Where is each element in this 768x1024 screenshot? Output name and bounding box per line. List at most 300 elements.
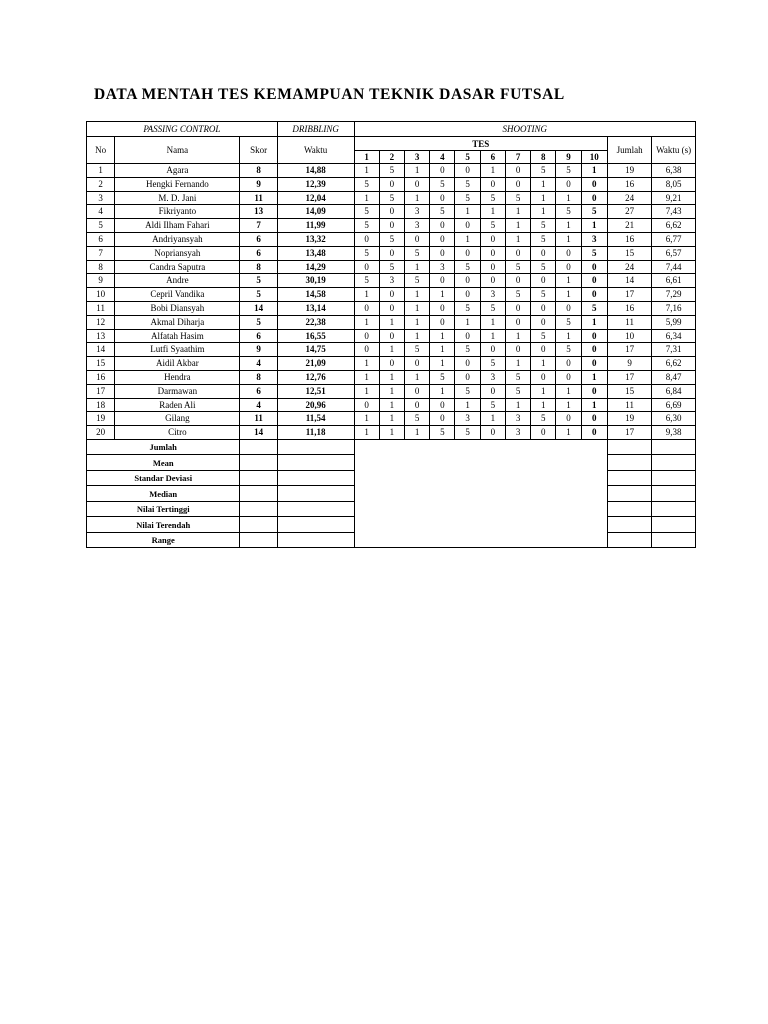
row-tes-value: 5: [531, 329, 556, 343]
stats-jumlah-cell: [607, 532, 651, 548]
row-nama: Aldi Ilham Fahari: [115, 219, 240, 233]
stats-blank-area: [354, 439, 607, 548]
row-waktu-s: 7,16: [652, 301, 696, 315]
row-tes-value: 0: [379, 301, 404, 315]
stats-label: Mean: [87, 455, 240, 471]
stats-skor-cell: [240, 501, 277, 517]
row-skor: 6: [240, 384, 277, 398]
row-skor: 4: [240, 357, 277, 371]
table-row: [87, 315, 696, 329]
stats-jumlah-cell: [607, 455, 651, 471]
row-no: 13: [87, 329, 115, 343]
stats-waktu-s-cell: [652, 439, 696, 455]
header-tes-number: 5: [455, 151, 480, 164]
stats-label: Standar Deviasi: [87, 470, 240, 486]
row-tes-value: 0: [430, 301, 455, 315]
row-jumlah: 14: [607, 274, 651, 288]
row-tes-value: 1: [480, 315, 505, 329]
row-tes-value: 1: [480, 164, 505, 178]
row-waktu: 14,29: [277, 260, 354, 274]
row-tes-value: 5: [354, 177, 379, 191]
row-tes-value: 1: [455, 398, 480, 412]
row-no: 14: [87, 343, 115, 357]
row-tes-value: 1: [480, 329, 505, 343]
row-tes-value: 1: [505, 357, 530, 371]
row-tes-value: 0: [480, 426, 505, 440]
row-tes-value: 0: [581, 177, 607, 191]
row-tes-value: 3: [430, 260, 455, 274]
stats-skor-cell: [240, 439, 277, 455]
row-tes-value: 5: [455, 426, 480, 440]
row-tes-value: 0: [531, 274, 556, 288]
table-row: [87, 274, 696, 288]
row-no: 6: [87, 232, 115, 246]
row-skor: 13: [240, 205, 277, 219]
row-jumlah: 24: [607, 191, 651, 205]
row-tes-value: 3: [455, 412, 480, 426]
row-tes-value: 1: [430, 357, 455, 371]
row-skor: 11: [240, 191, 277, 205]
row-tes-value: 0: [505, 301, 530, 315]
row-tes-value: 3: [379, 274, 404, 288]
row-jumlah: 17: [607, 288, 651, 302]
row-tes-value: 0: [505, 315, 530, 329]
row-waktu: 22,38: [277, 315, 354, 329]
row-tes-value: 1: [531, 191, 556, 205]
row-tes-value: 1: [455, 315, 480, 329]
stats-jumlah-cell: [607, 470, 651, 486]
row-jumlah: 17: [607, 426, 651, 440]
row-no: 4: [87, 205, 115, 219]
row-no: 18: [87, 398, 115, 412]
stats-jumlah-cell: [607, 486, 651, 502]
row-tes-value: 0: [480, 177, 505, 191]
header-tes-number: 10: [581, 151, 607, 164]
row-waktu-s: 6,84: [652, 384, 696, 398]
row-tes-value: 1: [556, 232, 581, 246]
row-tes-value: 5: [581, 205, 607, 219]
row-tes-value: 0: [379, 357, 404, 371]
row-waktu: 14,88: [277, 164, 354, 178]
row-tes-value: 1: [379, 315, 404, 329]
row-waktu-s: 8,47: [652, 370, 696, 384]
row-tes-value: 5: [531, 412, 556, 426]
row-skor: 6: [240, 232, 277, 246]
row-tes-value: 5: [430, 177, 455, 191]
row-tes-value: 0: [430, 315, 455, 329]
row-tes-value: 1: [505, 329, 530, 343]
row-tes-value: 1: [531, 384, 556, 398]
header-tes-number: 2: [379, 151, 404, 164]
row-tes-value: 3: [581, 232, 607, 246]
row-tes-value: 0: [556, 301, 581, 315]
row-tes-value: 0: [379, 246, 404, 260]
row-waktu: 20,96: [277, 398, 354, 412]
row-jumlah: 15: [607, 246, 651, 260]
row-tes-value: 5: [379, 260, 404, 274]
document-title: DATA MENTAH TES KEMAMPUAN TEKNIK DASAR FUTSAL: [94, 86, 565, 103]
row-tes-value: 0: [505, 343, 530, 357]
row-tes-value: 0: [581, 384, 607, 398]
row-waktu: 11,18: [277, 426, 354, 440]
header-tes-number: 4: [430, 151, 455, 164]
row-no: 7: [87, 246, 115, 260]
row-tes-value: 5: [505, 384, 530, 398]
row-no: 15: [87, 357, 115, 371]
row-waktu-s: 6,61: [652, 274, 696, 288]
row-tes-value: 1: [379, 398, 404, 412]
header-tes-number: 8: [531, 151, 556, 164]
header-no: No: [87, 137, 115, 164]
row-nama: Akmal Diharja: [115, 315, 240, 329]
row-tes-value: 5: [505, 260, 530, 274]
row-tes-value: 1: [354, 357, 379, 371]
row-no: 8: [87, 260, 115, 274]
row-tes-value: 1: [430, 329, 455, 343]
data-table: [86, 121, 696, 548]
row-skor: 6: [240, 329, 277, 343]
row-tes-value: 5: [556, 343, 581, 357]
row-jumlah: 11: [607, 398, 651, 412]
row-tes-value: 1: [354, 164, 379, 178]
header-jumlah: Jumlah: [607, 137, 651, 164]
row-tes-value: 0: [455, 370, 480, 384]
table-row: [87, 343, 696, 357]
row-tes-value: 0: [430, 398, 455, 412]
row-waktu-s: 6,69: [652, 398, 696, 412]
header-tes-number: 3: [405, 151, 430, 164]
row-tes-value: 0: [354, 343, 379, 357]
row-tes-value: 1: [505, 398, 530, 412]
header-tes: TES: [354, 137, 607, 151]
header-row-groups: [87, 122, 696, 137]
row-tes-value: 5: [556, 315, 581, 329]
row-tes-value: 1: [581, 164, 607, 178]
row-tes-value: 0: [379, 177, 404, 191]
row-tes-value: 5: [455, 301, 480, 315]
row-waktu: 30,19: [277, 274, 354, 288]
row-tes-value: 1: [531, 398, 556, 412]
row-tes-value: 5: [480, 219, 505, 233]
row-tes-value: 0: [556, 246, 581, 260]
stats-waktu-cell: [277, 455, 354, 471]
row-tes-value: 3: [405, 219, 430, 233]
row-tes-value: 0: [531, 315, 556, 329]
row-waktu-s: 6,62: [652, 357, 696, 371]
row-nama: Nopriansyah: [115, 246, 240, 260]
row-waktu: 14,09: [277, 205, 354, 219]
row-tes-value: 5: [531, 164, 556, 178]
row-no: 5: [87, 219, 115, 233]
row-tes-value: 0: [455, 274, 480, 288]
row-tes-value: 0: [531, 343, 556, 357]
row-tes-value: 1: [405, 164, 430, 178]
row-tes-value: 3: [405, 205, 430, 219]
row-waktu: 11,54: [277, 412, 354, 426]
row-tes-value: 0: [581, 343, 607, 357]
row-waktu-s: 9,38: [652, 426, 696, 440]
row-tes-value: 1: [556, 219, 581, 233]
header-waktu: Waktu: [277, 137, 354, 164]
row-tes-value: 0: [354, 232, 379, 246]
stats-waktu-s-cell: [652, 486, 696, 502]
row-skor: 7: [240, 219, 277, 233]
row-nama: Agara: [115, 164, 240, 178]
header-waktu-s: Waktu (s): [652, 137, 696, 164]
row-tes-value: 3: [480, 288, 505, 302]
row-tes-value: 1: [379, 370, 404, 384]
row-tes-value: 1: [405, 288, 430, 302]
row-jumlah: 27: [607, 205, 651, 219]
row-tes-value: 5: [455, 177, 480, 191]
row-tes-value: 0: [556, 370, 581, 384]
header-skor: Skor: [240, 137, 277, 164]
row-tes-value: 5: [581, 301, 607, 315]
row-jumlah: 19: [607, 164, 651, 178]
row-tes-value: 5: [405, 343, 430, 357]
row-tes-value: 1: [354, 370, 379, 384]
stats-waktu-s-cell: [652, 501, 696, 517]
row-tes-value: 0: [455, 219, 480, 233]
row-jumlah: 16: [607, 177, 651, 191]
row-tes-value: 1: [379, 412, 404, 426]
row-no: 20: [87, 426, 115, 440]
row-tes-value: 0: [480, 232, 505, 246]
row-no: 9: [87, 274, 115, 288]
row-tes-value: 1: [581, 219, 607, 233]
row-tes-value: 3: [505, 426, 530, 440]
row-no: 10: [87, 288, 115, 302]
table-row: [87, 219, 696, 233]
row-tes-value: 1: [455, 232, 480, 246]
row-tes-value: 1: [405, 370, 430, 384]
row-jumlah: 10: [607, 329, 651, 343]
stats-waktu-cell: [277, 486, 354, 502]
row-tes-value: 0: [505, 246, 530, 260]
row-nama: Alfatah Hasim: [115, 329, 240, 343]
row-jumlah: 15: [607, 384, 651, 398]
row-tes-value: 0: [455, 288, 480, 302]
row-tes-value: 0: [505, 177, 530, 191]
row-tes-value: 1: [379, 426, 404, 440]
row-skor: 4: [240, 398, 277, 412]
stats-label: Nilai Tertinggi: [87, 501, 240, 517]
row-skor: 9: [240, 177, 277, 191]
row-tes-value: 5: [531, 288, 556, 302]
stats-jumlah-cell: [607, 501, 651, 517]
row-tes-value: 0: [556, 260, 581, 274]
stats-waktu-cell: [277, 517, 354, 533]
row-tes-value: 0: [581, 329, 607, 343]
row-tes-value: 0: [354, 329, 379, 343]
row-tes-value: 0: [430, 191, 455, 205]
row-tes-value: 0: [455, 357, 480, 371]
row-tes-value: 0: [430, 219, 455, 233]
row-tes-value: 1: [480, 205, 505, 219]
table-row: [87, 301, 696, 315]
row-tes-value: 1: [430, 384, 455, 398]
row-waktu-s: 7,31: [652, 343, 696, 357]
row-waktu: 12,76: [277, 370, 354, 384]
row-tes-value: 1: [556, 384, 581, 398]
row-tes-value: 5: [405, 274, 430, 288]
stats-skor-cell: [240, 517, 277, 533]
row-tes-value: 0: [581, 357, 607, 371]
row-tes-value: 5: [430, 370, 455, 384]
table-row: [87, 191, 696, 205]
header-nama: Nama: [115, 137, 240, 164]
row-tes-value: 0: [581, 260, 607, 274]
row-tes-value: 5: [581, 246, 607, 260]
row-jumlah: 17: [607, 370, 651, 384]
row-tes-value: 1: [405, 329, 430, 343]
table-row: [87, 357, 696, 371]
row-nama: Darmawan: [115, 384, 240, 398]
row-waktu-s: 5,99: [652, 315, 696, 329]
header-tes-number: 9: [556, 151, 581, 164]
table-row: [87, 398, 696, 412]
row-nama: Hengki Fernando: [115, 177, 240, 191]
row-waktu: 13,48: [277, 246, 354, 260]
row-tes-value: 0: [405, 398, 430, 412]
row-nama: Hendra: [115, 370, 240, 384]
row-tes-value: 5: [556, 205, 581, 219]
stats-waktu-s-cell: [652, 470, 696, 486]
table-row: [87, 246, 696, 260]
row-no: 2: [87, 177, 115, 191]
row-waktu: 14,75: [277, 343, 354, 357]
stats-waktu-cell: [277, 501, 354, 517]
row-waktu-s: 6,38: [652, 164, 696, 178]
stats-skor-cell: [240, 470, 277, 486]
row-tes-value: 0: [531, 301, 556, 315]
row-nama: M. D. Jani: [115, 191, 240, 205]
table-row: [87, 329, 696, 343]
table-row: [87, 164, 696, 178]
row-jumlah: 16: [607, 301, 651, 315]
table-row: [87, 384, 696, 398]
row-tes-value: 0: [354, 260, 379, 274]
table-row: [87, 412, 696, 426]
row-tes-value: 5: [505, 288, 530, 302]
header-tes-number: 7: [505, 151, 530, 164]
row-tes-value: 1: [405, 315, 430, 329]
row-no: 16: [87, 370, 115, 384]
row-tes-value: 5: [505, 370, 530, 384]
stats-waktu-cell: [277, 470, 354, 486]
row-tes-value: 0: [531, 426, 556, 440]
row-nama: Andriyansyah: [115, 232, 240, 246]
row-no: 11: [87, 301, 115, 315]
row-waktu-s: 6,34: [652, 329, 696, 343]
row-skor: 5: [240, 315, 277, 329]
row-tes-value: 0: [405, 357, 430, 371]
row-skor: 5: [240, 288, 277, 302]
row-jumlah: 11: [607, 315, 651, 329]
row-waktu-s: 6,62: [652, 219, 696, 233]
row-tes-value: 1: [581, 398, 607, 412]
row-tes-value: 1: [556, 398, 581, 412]
row-nama: Candra Saputra: [115, 260, 240, 274]
row-waktu: 13,14: [277, 301, 354, 315]
row-tes-value: 0: [581, 412, 607, 426]
row-tes-value: 0: [455, 246, 480, 260]
row-tes-value: 5: [480, 357, 505, 371]
row-jumlah: 17: [607, 343, 651, 357]
row-tes-value: 1: [430, 288, 455, 302]
row-tes-value: 1: [379, 343, 404, 357]
row-tes-value: 1: [379, 384, 404, 398]
row-tes-value: 1: [556, 274, 581, 288]
row-nama: Lutfi Syaathim: [115, 343, 240, 357]
row-tes-value: 5: [455, 191, 480, 205]
table-row: [87, 177, 696, 191]
row-tes-value: 0: [531, 246, 556, 260]
table-row: [87, 288, 696, 302]
row-tes-value: 5: [455, 260, 480, 274]
row-tes-value: 1: [354, 426, 379, 440]
row-tes-value: 5: [455, 343, 480, 357]
row-tes-value: 1: [581, 370, 607, 384]
stats-label: Jumlah: [87, 439, 240, 455]
row-tes-value: 1: [556, 288, 581, 302]
row-jumlah: 16: [607, 232, 651, 246]
table-row: [87, 205, 696, 219]
row-tes-value: 5: [430, 426, 455, 440]
row-tes-value: 1: [354, 315, 379, 329]
row-tes-value: 0: [505, 274, 530, 288]
row-waktu-s: 7,44: [652, 260, 696, 274]
row-tes-value: 1: [531, 205, 556, 219]
stats-waktu-cell: [277, 532, 354, 548]
row-tes-value: 1: [556, 191, 581, 205]
stats-skor-cell: [240, 486, 277, 502]
row-tes-value: 0: [379, 205, 404, 219]
row-tes-value: 1: [405, 301, 430, 315]
row-tes-value: 5: [379, 191, 404, 205]
row-skor: 6: [240, 246, 277, 260]
row-skor: 14: [240, 426, 277, 440]
table-row: [87, 426, 696, 440]
row-tes-value: 1: [531, 357, 556, 371]
row-tes-value: 1: [354, 384, 379, 398]
row-tes-value: 0: [505, 164, 530, 178]
row-tes-value: 5: [354, 219, 379, 233]
row-tes-value: 0: [379, 288, 404, 302]
row-tes-value: 5: [405, 246, 430, 260]
stats-jumlah-cell: [607, 517, 651, 533]
row-tes-value: 0: [581, 274, 607, 288]
row-tes-value: 0: [430, 164, 455, 178]
row-tes-value: 1: [354, 288, 379, 302]
row-tes-value: 5: [354, 246, 379, 260]
row-tes-value: 0: [480, 274, 505, 288]
row-tes-value: 5: [556, 164, 581, 178]
row-nama: Aidil Akbar: [115, 357, 240, 371]
row-tes-value: 0: [581, 191, 607, 205]
stats-waktu-cell: [277, 439, 354, 455]
row-nama: Bobi Diansyah: [115, 301, 240, 315]
row-tes-value: 0: [455, 164, 480, 178]
row-tes-value: 1: [430, 343, 455, 357]
row-waktu: 12,39: [277, 177, 354, 191]
row-skor: 5: [240, 274, 277, 288]
row-no: 19: [87, 412, 115, 426]
table-row: [87, 232, 696, 246]
row-waktu-s: 7,43: [652, 205, 696, 219]
row-tes-value: 0: [480, 246, 505, 260]
row-nama: Citro: [115, 426, 240, 440]
